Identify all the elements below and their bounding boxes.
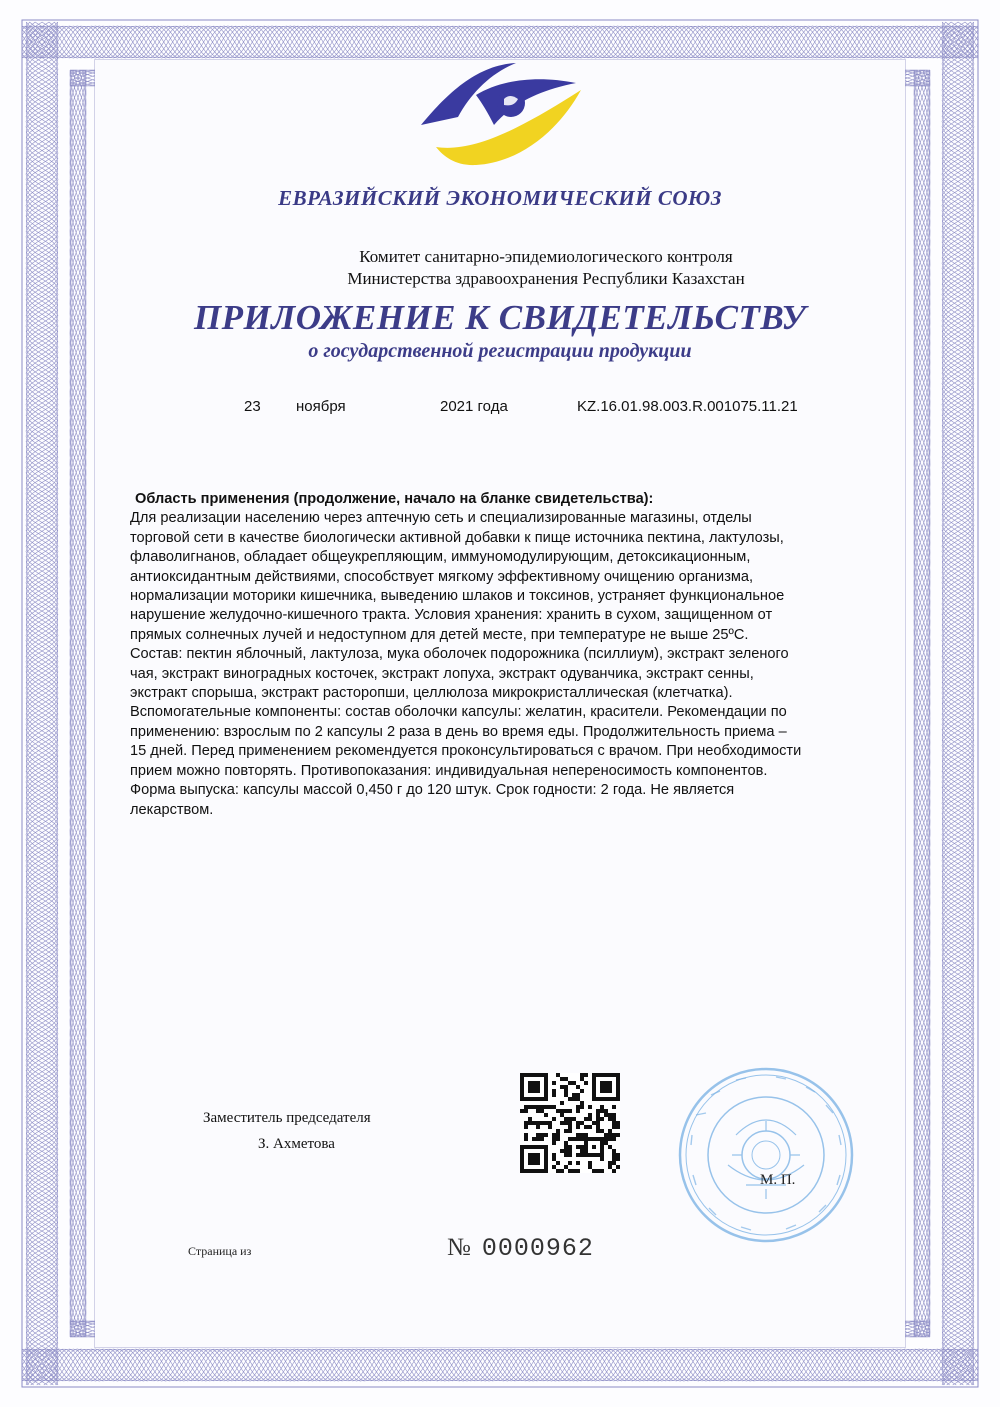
page-counter-label: Страница из: [188, 1244, 252, 1258]
scope-line: экстракт спорыша, экстракт расторопши, целлюлоза микрокристаллическая (клетчатка).: [130, 685, 733, 702]
scope-line: лекарством.: [130, 801, 214, 818]
scope-line: торговой сети в качестве биологически активной добавки к пище источника пектина, лактулозы,: [130, 529, 784, 546]
form-serial-number: [447, 1234, 594, 1263]
signer-name: З. Ахметова: [258, 1136, 335, 1152]
scope-line: чая, экстракт виноградных косточек, экстракт лопуха, экстракт одуванчика, экстракт сенны,: [130, 665, 754, 682]
scope-line: нарушение желудочно-кишечного тракта. Условия хранения: хранить в сухом, защищенном от: [130, 607, 773, 624]
serial-digits: 0000962: [481, 1234, 594, 1263]
scope-line: Форма выпуска: капсулы массой 0,450 г до 120 штук. Срок годности: 2 года. Не является: [130, 782, 735, 799]
scope-section: [130, 490, 912, 820]
scope-heading: Область применения (продолжение, начало на бланке свидетельства):: [135, 491, 654, 507]
scope-line: Вспомогательные компоненты: состав оболочки капсулы: желатин, красители. Рекомендации по: [130, 704, 787, 721]
scope-line: 15 дней. Перед применением рекомендуется проконсультироваться с врачом. При необходимости: [130, 743, 802, 760]
scope-line: Состав: пектин яблочный, лактулоза, мука оболочек подорожника (псиллиум), экстракт зеленого: [130, 646, 789, 663]
stamp-place-label: М. П.: [760, 1172, 796, 1188]
scope-line: прямых солнечных лучей и недоступном для детей месте, при температуре не выше 25ºC.: [130, 626, 749, 643]
scope-line: применению: взрослым по 2 капсулы 2 раза в день во время еды. Продолжительность приема –: [130, 723, 787, 740]
qr-code-icon[interactable]: [520, 1073, 620, 1173]
union-title: ЕВРАЗИЙСКИЙ ЭКОНОМИЧЕСКИЙ СОЮЗ: [278, 186, 722, 210]
scope-line: флаволигнанов, обладает общеукрепляющим, иммуномодулирующим, детоксикационным,: [130, 549, 751, 566]
issue-month: ноября: [296, 398, 346, 415]
scope-line: прием можно повторять. Противопоказания: индивидуальная непереносимость компонентов.: [130, 762, 768, 779]
certificate-number: KZ.16.01.98.003.R.001075.11.21: [577, 398, 798, 415]
scope-line: нормализации моторики кишечника, выведению шлаков и токсинов, устраняет функциональное: [130, 588, 785, 605]
official-seal-icon: [676, 1065, 856, 1245]
committee-line-2: Министерства здравоохранения Республики Казахстан: [347, 269, 745, 288]
signer-role: Заместитель председателя: [203, 1110, 371, 1126]
eaeu-logo-icon: [416, 55, 586, 167]
committee-line-1: Комитет санитарно-эпидемиологического контроля: [359, 247, 733, 266]
document-title: ПРИЛОЖЕНИЕ К СВИДЕТЕЛЬСТВУ: [193, 298, 807, 337]
scope-line: Для реализации населению через аптечную сеть и специализированные магазины, отделы: [130, 510, 752, 527]
issue-year: 2021 года: [440, 398, 508, 415]
issue-day: 23: [244, 398, 261, 415]
scope-line: антиоксидантным действиями, способствует мягкому эффективному очищению организма,: [130, 568, 754, 585]
number-sign: №: [447, 1234, 472, 1261]
document-subtitle: о государственной регистрации продукции: [308, 340, 692, 362]
